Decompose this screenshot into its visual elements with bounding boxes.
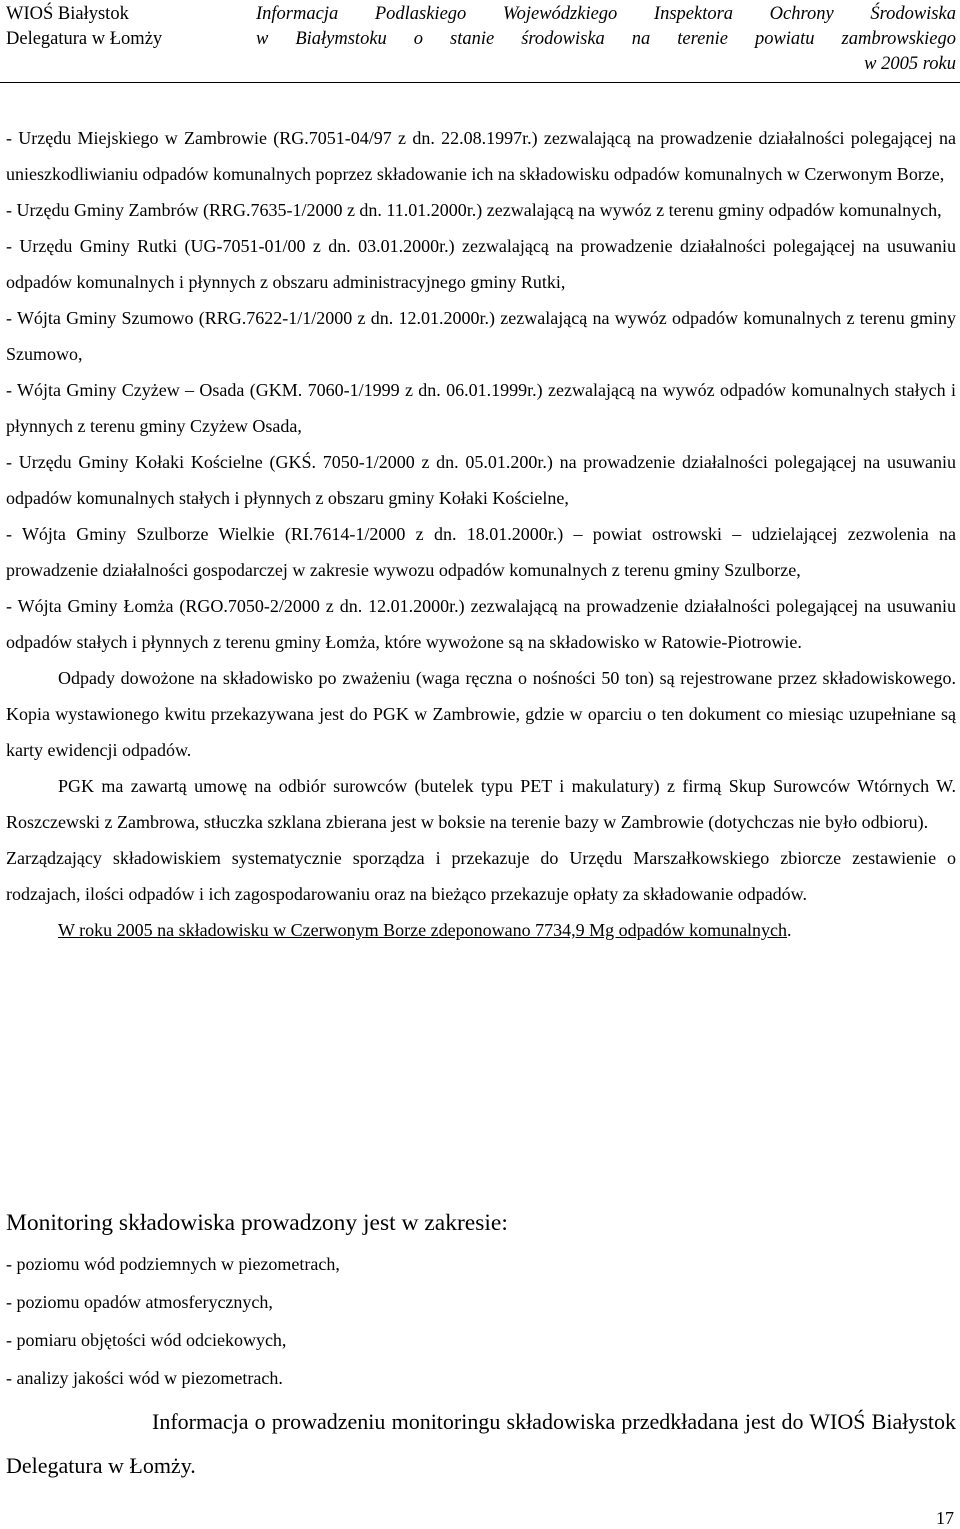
- permit-paragraph: - Wójta Gminy Szulborze Wielkie (RI.7614-1/2000 z dn. 18.01.2000r.) – powiat ostrowski – udzielającej zezwolenia na prowadzenie działalności gospodarczej w zakresie wywozu odpadów komunalnych z terenu gminy Szulborze,: [6, 524, 956, 580]
- header-title-word: środowiska: [521, 29, 605, 49]
- permit-paragraph: - Wójta Gminy Czyżew – Osada (GKM. 7060-1/1999 z dn. 06.01.1999r.) zezwalającą na wywóz odpadów komunalnych stałych i płynnych z terenu gminy Czyżew Osada,: [6, 380, 956, 436]
- page-header: [0, 0, 960, 84]
- monitoring-heading: Monitoring składowiska prowadzony jest w zakresie:: [6, 1210, 508, 1236]
- header-title-line-1: [256, 2, 956, 27]
- header-title-word: Podlaskiego: [374, 4, 467, 24]
- header-title-word: Informacja: [256, 4, 339, 24]
- header-title-line-3: w 2005 roku: [864, 54, 956, 74]
- monitoring-list: [6, 1245, 956, 1397]
- body-text: [6, 120, 956, 948]
- header-report-title: [256, 2, 956, 77]
- header-title-word: o: [413, 29, 424, 49]
- reporting-paragraph: Zarządzający składowiskiem systematycznie sporządza i przekazuje do Urzędu Marszałkowskiego zbiorcze zestawienie o rodzajach, ilości odpadów i ich zagospodarowaniu oraz na bieżąco przekazuje opłaty za składowanie odpadów.: [6, 848, 956, 904]
- header-org-branch: Delegatura w Łomży: [6, 29, 163, 49]
- permit-paragraph: - Urzędu Gminy Rutki (UG-7051-01/00 z dn. 03.01.2000r.) zezwalającą na prowadzenie działalności polegającej na usuwaniu odpadów komunalnych i płynnych z obszaru administracyjnego gminy Rutki,: [6, 236, 956, 292]
- header-title-word: Ochrony: [769, 4, 834, 24]
- header-title-word: terenie: [677, 29, 728, 49]
- monitoring-info: [6, 1400, 956, 1488]
- header-title-line-2: [256, 27, 956, 52]
- header-title-word: Wojewódzkiego: [502, 4, 618, 24]
- header-title-word: zambrowskiego: [841, 29, 956, 49]
- monitoring-item: - poziomu opadów atmosferycznych,: [6, 1292, 273, 1312]
- permit-paragraph: - Wójta Gminy Szumowo (RRG.7622-1/1/2000 z dn. 12.01.2000r.) zezwalającą na wywóz odpadów komunalnych z terenu gminy Szumowo,: [6, 308, 956, 364]
- header-title-word: Białymstoku: [295, 29, 387, 49]
- deposited-waste-sentence: W roku 2005 na składowisku w Czerwonym Borze zdeponowano 7734,9 Mg odpadów komunalnych: [58, 920, 788, 940]
- header-title-word: Inspektora: [653, 4, 734, 24]
- monitoring-item: - pomiaru objętości wód odciekowych,: [6, 1330, 287, 1350]
- header-title-word: w: [256, 29, 269, 49]
- permit-paragraph: - Urzędu Miejskiego w Zambrowie (RG.7051-04/97 z dn. 22.08.1997r.) zezwalającą na prowadzenie działalności polegającej na unieszkodliwianiu odpadów komunalnych poprzez składowanie ich na składowisku odpadów komunalnych w Czerwonym Borze,: [6, 128, 956, 184]
- weighing-paragraph: Odpady dowożone na składowisko po zważeniu (waga ręczna o nośności 50 ton) są rejestrowane przez składowiskowego. Kopia wystawionego kwitu przekazywana jest do PGK w Zambrowie, gdzie w oparciu o ten dokument co miesiąc uzupełniane są karty ewidencji odpadów.: [6, 668, 956, 760]
- monitoring-info-text: Informacja o prowadzeniu monitoringu składowiska przedkładana jest do WIOŚ Białystok Delegatura w Łomży.: [6, 1409, 956, 1478]
- header-title-word: na: [631, 29, 651, 49]
- permit-paragraph: - Urzędu Gminy Zambrów (RRG.7635-1/2000 z dn. 11.01.2000r.) zezwalającą na wywóz z terenu gminy odpadów komunalnych,: [6, 200, 942, 220]
- permit-paragraph: - Urzędu Gminy Kołaki Kościelne (GKŚ. 7050-1/2000 z dn. 05.01.200r.) na prowadzenie działalności polegającej na usuwaniu odpadów komunalnych stałych i płynnych z obszaru gminy Kołaki Kościelne,: [6, 452, 956, 508]
- permit-paragraph: - Wójta Gminy Łomża (RGO.7050-2/2000 z dn. 12.01.2000r.) zezwalającą na prowadzenie działalności polegającej na usuwaniu odpadów stałych i płynnych z terenu gminy Łomża, które wywożone są na składowisko w Ratowie-Piotrowie.: [6, 596, 956, 652]
- recycling-paragraph: PGK ma zawartą umowę na odbiór surowców (butelek typu PET i makulatury) z firmą Skup Surowców Wtórnych W. Roszczewski z Zambrowa, stłuczka szklana zbierana jest w boksie na terenie bazy w Zambrowie (dotychczas nie było odbioru).: [6, 776, 956, 832]
- header-org-name: WIOŚ Białystok: [6, 4, 129, 24]
- summary-paragraph: [6, 912, 956, 948]
- header-divider: [0, 82, 960, 83]
- monitoring-section: [6, 1207, 956, 1397]
- header-title-word: Środowiska: [870, 4, 956, 24]
- sentence-period: .: [787, 920, 792, 940]
- monitoring-item: - analizy jakości wód w piezometrach.: [6, 1368, 283, 1388]
- header-title-word: stanie: [450, 29, 495, 49]
- header-title-word: powiatu: [754, 29, 815, 49]
- header-organization: [6, 2, 162, 52]
- page-number: 17: [936, 1508, 954, 1528]
- monitoring-item: - poziomu wód podziemnych w piezometrach,: [6, 1254, 340, 1274]
